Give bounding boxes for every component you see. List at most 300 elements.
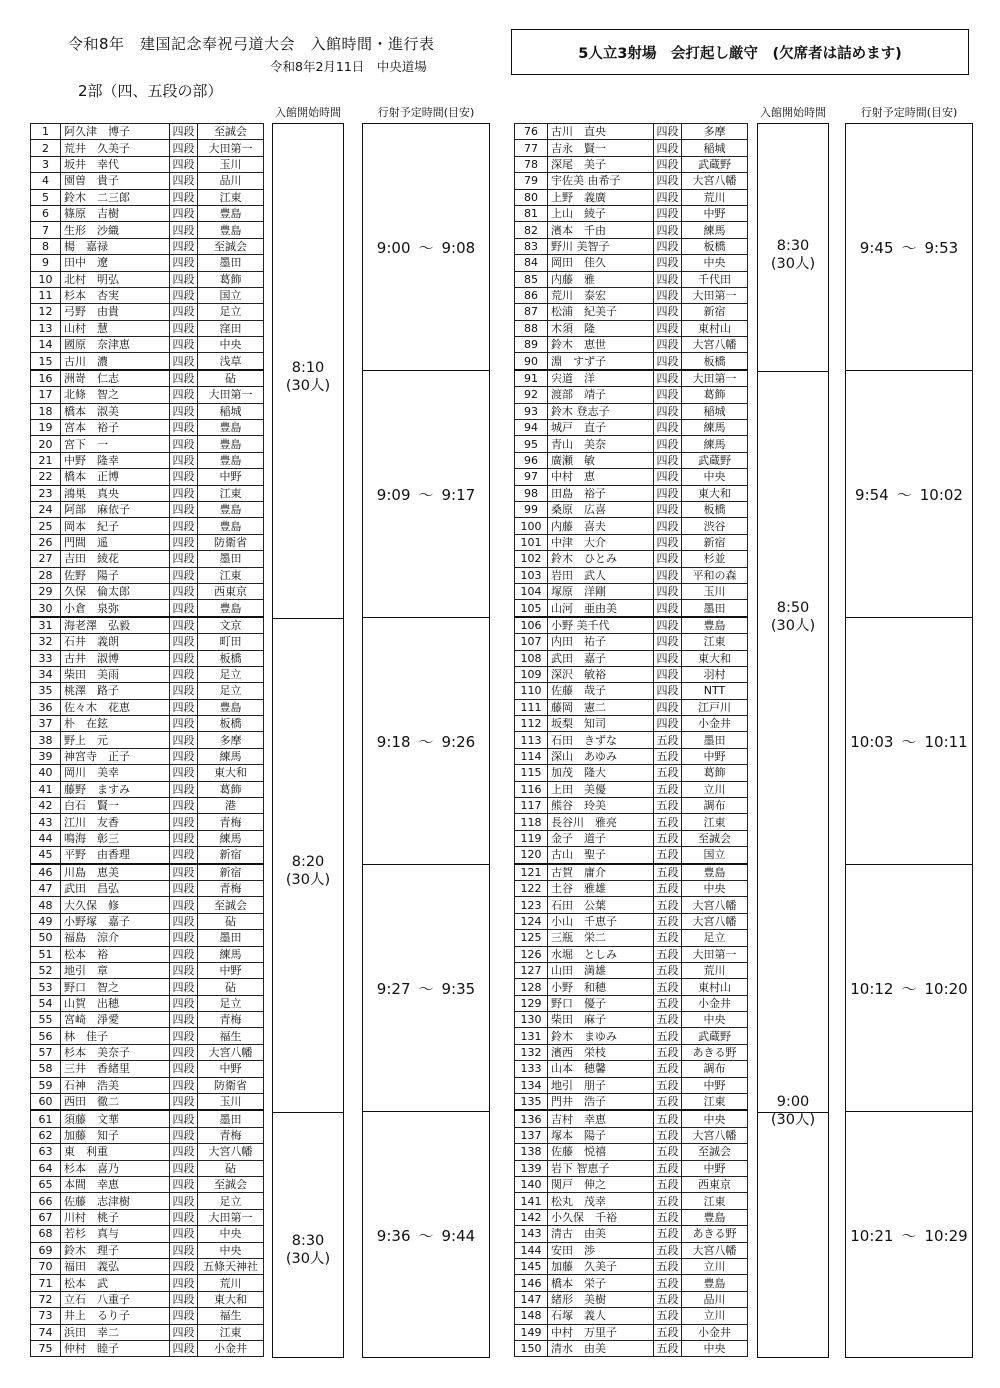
- table-row: [31, 436, 264, 452]
- rank: 四段: [170, 287, 198, 303]
- table-row: [515, 1160, 748, 1176]
- table-row: [31, 173, 264, 189]
- club: あきる野: [682, 1226, 748, 1242]
- competitor-name: 濱西 栄枝: [548, 1044, 654, 1060]
- table-row: [31, 683, 264, 699]
- shooting-slot: [363, 1112, 489, 1359]
- rank: 四段: [170, 864, 198, 881]
- club: 青梅: [198, 1127, 264, 1143]
- club: 中央: [682, 1110, 748, 1127]
- competitor-name: 古井 淑博: [61, 650, 170, 666]
- club: 福生: [198, 1308, 264, 1324]
- slot-start: 9:09: [376, 485, 411, 504]
- competitor-name: 立石 八重子: [61, 1291, 170, 1307]
- entry-number: 137: [515, 1127, 548, 1143]
- rank: 四段: [170, 847, 198, 864]
- entry-number: 114: [515, 748, 548, 764]
- rank: 四段: [654, 634, 682, 650]
- club: 板橋: [682, 238, 748, 254]
- rank: 五段: [654, 1061, 682, 1077]
- rank: 四段: [170, 814, 198, 830]
- entry-number: 7: [31, 222, 61, 238]
- rank: 四段: [170, 205, 198, 221]
- rank: 四段: [654, 650, 682, 666]
- club: 練馬: [198, 830, 264, 846]
- rank: 四段: [654, 156, 682, 172]
- competitor-name: 塚原 洋剛: [548, 583, 654, 599]
- table-row: [31, 567, 264, 583]
- competitor-name: 安田 渉: [548, 1242, 654, 1258]
- slot-end: 9:17: [441, 485, 476, 504]
- entry-number: 128: [515, 979, 548, 995]
- rank: 四段: [654, 716, 682, 732]
- page-title: 令和8年 建国記念奉祝弓道大会 入館時間・進行表: [68, 35, 435, 53]
- table-row: [31, 1012, 264, 1028]
- table-row: [515, 1340, 748, 1356]
- left-roster-table: [30, 123, 264, 1357]
- competitor-name: 橋本 淑美: [61, 403, 170, 419]
- table-row: [31, 387, 264, 403]
- competitor-name: 熊谷 玲美: [548, 798, 654, 814]
- competitor-name: 大久保 修: [61, 897, 170, 913]
- competitor-name: 宮下 一: [61, 436, 170, 452]
- entry-number: 145: [515, 1258, 548, 1274]
- competitor-name: 浜田 幸二: [61, 1324, 170, 1340]
- competitor-name: 柴田 美雨: [61, 666, 170, 682]
- competitor-name: 小倉 泉弥: [61, 600, 170, 617]
- section-label: 2部（四、五段の部）: [78, 82, 223, 100]
- club: 足立: [198, 683, 264, 699]
- table-row: [515, 403, 748, 419]
- arrival-count: (30人): [770, 1112, 816, 1129]
- club: 小金井: [682, 995, 748, 1011]
- club: 豊島: [198, 600, 264, 617]
- club: 武蔵野: [682, 1028, 748, 1044]
- club: 至誠会: [198, 238, 264, 254]
- table-row: [31, 1275, 264, 1291]
- slot-sep: 〜: [418, 979, 434, 998]
- entry-number: 75: [31, 1340, 61, 1356]
- entry-number: 60: [31, 1094, 61, 1111]
- competitor-name: 加茂 隆大: [548, 765, 654, 781]
- club: 江東: [198, 1324, 264, 1340]
- club: 豊島: [198, 222, 264, 238]
- competitor-name: 田島 裕子: [548, 485, 654, 501]
- rank: 四段: [170, 124, 198, 140]
- rank: 五段: [654, 748, 682, 764]
- competitor-name: 松浦 紀美子: [548, 304, 654, 320]
- competitor-name: 長谷川 雅亮: [548, 814, 654, 830]
- competitor-name: 藤野 ますみ: [61, 781, 170, 797]
- entry-number: 76: [515, 124, 548, 140]
- competitor-name: 鴻巣 真央: [61, 485, 170, 501]
- table-row: [31, 1324, 264, 1340]
- club: 防衛省: [198, 1077, 264, 1093]
- competitor-name: 武田 嘉子: [548, 650, 654, 666]
- arrival-time: 8:10: [291, 359, 325, 376]
- competitor-name: 杉本 喜乃: [61, 1160, 170, 1176]
- shooting-slot: [363, 371, 489, 618]
- club: 中野: [198, 469, 264, 485]
- competitor-name: 本間 幸恵: [61, 1177, 170, 1193]
- competitor-name: 桃澤 路子: [61, 683, 170, 699]
- club: 至誠会: [682, 830, 748, 846]
- entry-number: 43: [31, 814, 61, 830]
- competitor-name: 山村 慧: [61, 320, 170, 336]
- rank: 四段: [170, 617, 198, 634]
- entry-number: 25: [31, 518, 61, 534]
- arrival-time: 8:20: [291, 853, 325, 870]
- table-row: [31, 485, 264, 501]
- table-row: [31, 403, 264, 419]
- entry-number: 139: [515, 1160, 548, 1176]
- competitor-name: 武田 昌弘: [61, 880, 170, 896]
- competitor-name: 山賀 出穂: [61, 995, 170, 1011]
- club: 大宮八幡: [198, 1144, 264, 1160]
- rank: 五段: [654, 897, 682, 913]
- competitor-name: 小久保 千裕: [548, 1209, 654, 1225]
- table-row: [31, 156, 264, 172]
- entry-number: 4: [31, 173, 61, 189]
- club: 稲城: [682, 403, 748, 419]
- rank: 五段: [654, 1028, 682, 1044]
- entry-number: 95: [515, 436, 548, 452]
- entry-number: 47: [31, 880, 61, 896]
- club: 新宿: [198, 847, 264, 864]
- table-row: [515, 716, 748, 732]
- table-row: [31, 699, 264, 715]
- club: 東大和: [198, 765, 264, 781]
- shooting-time: [377, 1225, 475, 1246]
- entry-number: 144: [515, 1242, 548, 1258]
- club: 墨田: [198, 930, 264, 946]
- competitor-name: 中村 万里子: [548, 1324, 654, 1340]
- club: 至誠会: [198, 897, 264, 913]
- table-row: [515, 304, 748, 320]
- entry-number: 131: [515, 1028, 548, 1044]
- table-row: [515, 436, 748, 452]
- entry-number: 91: [515, 370, 548, 387]
- entry-number: 125: [515, 930, 548, 946]
- table-row: [515, 699, 748, 715]
- rank: 四段: [170, 452, 198, 468]
- table-row: [31, 1193, 264, 1209]
- competitor-name: 水堀 としみ: [548, 946, 654, 962]
- rank: 五段: [654, 962, 682, 978]
- table-row: [515, 140, 748, 156]
- arrival-time: 8:30: [291, 1232, 325, 1249]
- competitor-name: 西田 徹二: [61, 1094, 170, 1111]
- arrival-count: (30人): [285, 377, 331, 394]
- competitor-name: 橋本 正博: [61, 469, 170, 485]
- rank: 四段: [170, 1209, 198, 1225]
- club: 千代田: [682, 271, 748, 287]
- rank: 五段: [654, 798, 682, 814]
- club: 羽村: [682, 666, 748, 682]
- club: 砧: [198, 1160, 264, 1176]
- entry-number: 50: [31, 930, 61, 946]
- rank: 五段: [654, 1177, 682, 1193]
- competitor-name: 鈴木 まゆみ: [548, 1028, 654, 1044]
- entry-number: 22: [31, 469, 61, 485]
- competitor-name: 岩下 智恵子: [548, 1160, 654, 1176]
- table-row: [31, 583, 264, 599]
- table-row: [515, 1324, 748, 1340]
- competitor-name: 山本 穂馨: [548, 1061, 654, 1077]
- competitor-name: 弓野 由貴: [61, 304, 170, 320]
- club: 大田第一: [682, 287, 748, 303]
- entry-number: 126: [515, 946, 548, 962]
- rank: 四段: [170, 1226, 198, 1242]
- competitor-name: 佐藤 悦禧: [548, 1144, 654, 1160]
- club: 立川: [682, 1308, 748, 1324]
- club: 中央: [682, 255, 748, 271]
- competitor-name: 江川 友香: [61, 814, 170, 830]
- entry-number: 40: [31, 765, 61, 781]
- group-divider: [273, 1112, 343, 1113]
- table-row: [515, 1258, 748, 1274]
- club: 荒川: [682, 962, 748, 978]
- entry-number: 29: [31, 583, 61, 599]
- rank: 五段: [654, 1044, 682, 1060]
- club: 品川: [682, 1291, 748, 1307]
- entry-number: 81: [515, 205, 548, 221]
- table-row: [31, 748, 264, 764]
- entry-number: 67: [31, 1209, 61, 1225]
- rank: 四段: [654, 304, 682, 320]
- entry-number: 123: [515, 897, 548, 913]
- slot-start: 9:00: [376, 238, 411, 257]
- rank: 四段: [654, 534, 682, 550]
- group-divider: [758, 1112, 828, 1113]
- table-row: [31, 1094, 264, 1111]
- competitor-name: 石田 きずな: [548, 732, 654, 748]
- shooting-slot: [363, 618, 489, 865]
- table-row: [31, 864, 264, 881]
- rank: 四段: [654, 683, 682, 699]
- rank: 四段: [170, 403, 198, 419]
- club: 中央: [682, 1340, 748, 1356]
- competitor-name: 内田 祐子: [548, 634, 654, 650]
- rank: 五段: [654, 1160, 682, 1176]
- rank: 四段: [170, 140, 198, 156]
- competitor-name: 山河 亜由美: [548, 600, 654, 617]
- entry-number: 62: [31, 1127, 61, 1143]
- competitor-name: 佐藤 哉子: [548, 683, 654, 699]
- entry-number: 51: [31, 946, 61, 962]
- rank: 四段: [654, 287, 682, 303]
- club: 墨田: [198, 1110, 264, 1127]
- entry-number: 124: [515, 913, 548, 929]
- competitor-name: 石神 浩美: [61, 1077, 170, 1093]
- club: 中央: [682, 880, 748, 896]
- club: 立川: [682, 781, 748, 797]
- club: 中央: [198, 1226, 264, 1242]
- competitor-name: 岩田 武人: [548, 567, 654, 583]
- entry-number: 24: [31, 501, 61, 517]
- rank: 四段: [170, 716, 198, 732]
- table-row: [31, 1177, 264, 1193]
- table-row: [515, 634, 748, 650]
- rank: 四段: [170, 1340, 198, 1356]
- slot-sep: 〜: [901, 979, 917, 998]
- rank: 四段: [170, 600, 198, 617]
- shooting-time: [377, 978, 475, 999]
- competitor-name: 中村 恵: [548, 469, 654, 485]
- competitor-name: 門井 浩子: [548, 1094, 654, 1111]
- competitor-name: 野口 優子: [548, 995, 654, 1011]
- table-row: [515, 271, 748, 287]
- rank: 四段: [170, 1258, 198, 1274]
- arrival-time: 9:00: [776, 1094, 810, 1111]
- competitor-name: 井上 るり子: [61, 1308, 170, 1324]
- club: 砧: [198, 370, 264, 387]
- competitor-name: 洲嵜 仁志: [61, 370, 170, 387]
- rank: 四段: [170, 320, 198, 336]
- table-row: [31, 469, 264, 485]
- rank: 四段: [170, 798, 198, 814]
- club: 江東: [198, 485, 264, 501]
- competitor-name: 佐野 陽子: [61, 567, 170, 583]
- table-row: [515, 387, 748, 403]
- competitor-name: 松丸 茂幸: [548, 1193, 654, 1209]
- rank: 五段: [654, 1308, 682, 1324]
- rank: 四段: [170, 962, 198, 978]
- club: 多摩: [198, 732, 264, 748]
- club: 足立: [198, 304, 264, 320]
- entry-number: 97: [515, 469, 548, 485]
- slot-sep: 〜: [418, 238, 434, 257]
- entry-number: 107: [515, 634, 548, 650]
- table-row: [31, 1077, 264, 1093]
- competitor-name: 神宮寺 正子: [61, 748, 170, 764]
- rank: 四段: [654, 387, 682, 403]
- entry-number: 3: [31, 156, 61, 172]
- club: 小金井: [682, 1324, 748, 1340]
- table-row: [31, 716, 264, 732]
- entry-number: 103: [515, 567, 548, 583]
- shooting-time: [377, 237, 475, 258]
- table-row: [31, 551, 264, 567]
- entry-number: 77: [515, 140, 548, 156]
- competitor-name: 関戸 伸之: [548, 1177, 654, 1193]
- club: 文京: [198, 617, 264, 634]
- competitor-name: 吉田 綾花: [61, 551, 170, 567]
- competitor-name: 石塚 義人: [548, 1308, 654, 1324]
- club: 板橋: [682, 353, 748, 370]
- table-row: [31, 847, 264, 864]
- club: 砧: [198, 979, 264, 995]
- slot-end: 9:44: [441, 1227, 476, 1246]
- competitor-name: 東 利重: [61, 1144, 170, 1160]
- rank: 四段: [654, 337, 682, 353]
- table-row: [515, 320, 748, 336]
- rank: 四段: [170, 583, 198, 599]
- rank: 四段: [170, 1044, 198, 1060]
- entry-number: 101: [515, 534, 548, 550]
- entry-number: 94: [515, 420, 548, 436]
- club: 葛飾: [198, 781, 264, 797]
- competitor-name: 海老澤 弘毅: [61, 617, 170, 634]
- table-row: [515, 913, 748, 929]
- competitor-name: 松本 裕: [61, 946, 170, 962]
- entry-number: 56: [31, 1028, 61, 1044]
- table-row: [515, 798, 748, 814]
- entry-number: 82: [515, 222, 548, 238]
- club: 墨田: [682, 600, 748, 617]
- table-row: [515, 995, 748, 1011]
- entry-number: 87: [515, 304, 548, 320]
- club: 多摩: [682, 124, 748, 140]
- table-row: [515, 156, 748, 172]
- competitor-name: 楊 嘉禄: [61, 238, 170, 254]
- club: 至誠会: [198, 124, 264, 140]
- rank: 四段: [170, 353, 198, 370]
- club: 武蔵野: [682, 452, 748, 468]
- club: 港: [198, 798, 264, 814]
- club: 墨田: [198, 551, 264, 567]
- rank: 四段: [170, 370, 198, 387]
- rank: 五段: [654, 979, 682, 995]
- entry-number: 11: [31, 287, 61, 303]
- rank: 四段: [170, 1275, 198, 1291]
- competitor-name: 田中 遼: [61, 255, 170, 271]
- table-row: [515, 650, 748, 666]
- rank: 四段: [170, 634, 198, 650]
- rank: 四段: [654, 617, 682, 634]
- arrival-count: (30人): [285, 1250, 331, 1267]
- slot-end: 9:08: [441, 238, 476, 257]
- entry-number: 5: [31, 189, 61, 205]
- rank: 四段: [654, 485, 682, 501]
- entry-number: 122: [515, 880, 548, 896]
- shooting-time: [850, 978, 967, 999]
- club: 五條天神社: [198, 1258, 264, 1274]
- rank: 五段: [654, 1226, 682, 1242]
- club: 中野: [682, 205, 748, 221]
- club: 品川: [198, 173, 264, 189]
- table-row: [515, 814, 748, 830]
- entry-number: 92: [515, 387, 548, 403]
- rank: 四段: [170, 436, 198, 452]
- entry-number: 70: [31, 1258, 61, 1274]
- club: 浅草: [198, 353, 264, 370]
- rank: 四段: [170, 880, 198, 896]
- entry-number: 148: [515, 1308, 548, 1324]
- slot-start: 9:54: [855, 485, 889, 504]
- arrival-count: (30人): [770, 618, 816, 635]
- club: 葛飾: [682, 765, 748, 781]
- rank: 四段: [170, 1077, 198, 1093]
- slot-sep: 〜: [896, 485, 912, 504]
- entry-number: 102: [515, 551, 548, 567]
- table-row: [31, 353, 264, 370]
- arrival-time: 8:50: [776, 600, 810, 617]
- left-arrival-column: [272, 123, 344, 1358]
- entry-number: 78: [515, 156, 548, 172]
- table-row: [515, 173, 748, 189]
- table-row: [515, 189, 748, 205]
- rank: 四段: [170, 1061, 198, 1077]
- table-row: [31, 732, 264, 748]
- entry-number: 108: [515, 650, 548, 666]
- entry-number: 135: [515, 1094, 548, 1111]
- entry-number: 6: [31, 205, 61, 221]
- table-row: [31, 798, 264, 814]
- rank: 四段: [170, 173, 198, 189]
- club: 東村山: [682, 320, 748, 336]
- table-row: [31, 320, 264, 336]
